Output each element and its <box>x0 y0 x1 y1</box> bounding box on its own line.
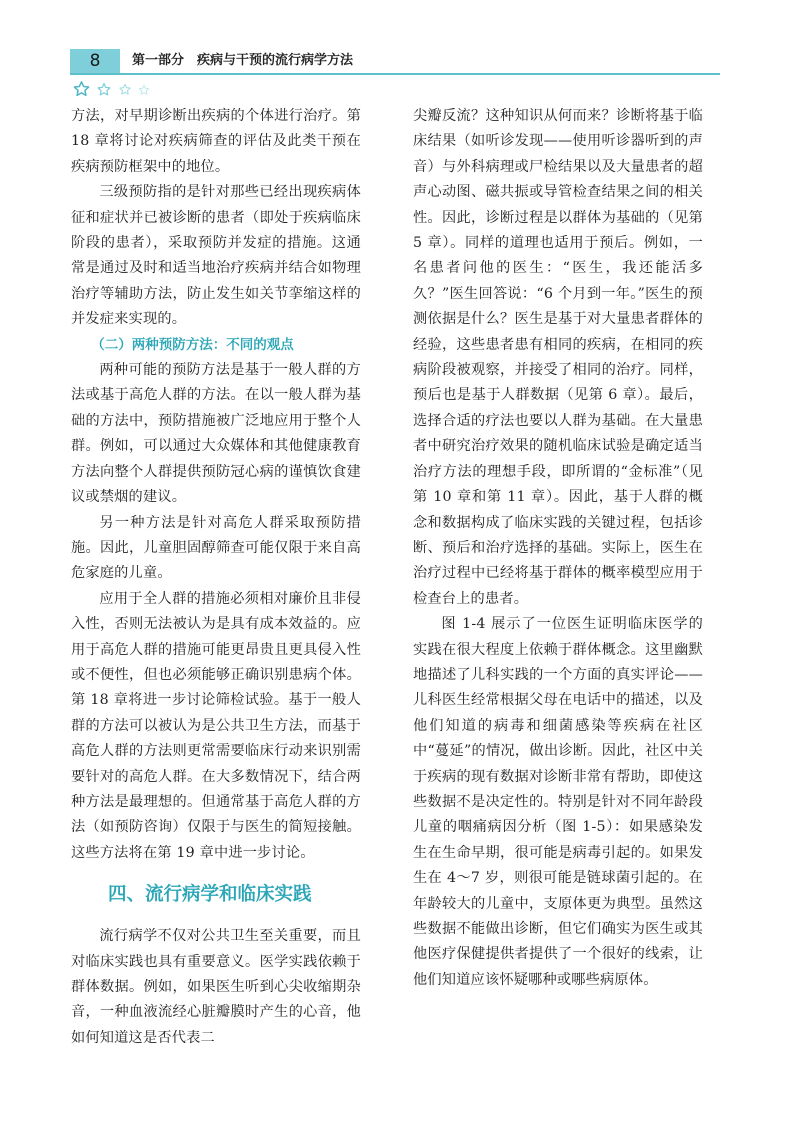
paragraph: 另一种方法是针对高危人群采取预防措施。因此，儿童胆固醇筛查可能仅限于来自高危家庭的儿童。 <box>71 514 361 582</box>
left-column <box>71 104 361 1051</box>
subsection-heading: （二）两种预防方法：不同的观点 <box>91 336 294 353</box>
section-heading: 四、流行病学和临床实践 <box>108 884 312 906</box>
page-number: 8 <box>70 49 120 73</box>
running-title: 第一部分 疾病与干预的流行病学方法 <box>132 53 354 68</box>
header-rule <box>70 73 720 75</box>
paragraph: 图 1-4 展示了一位医生证明临床医学的实践在很大程度上依赖于群体概念。这里幽默地描述了儿科实践的一个方面的真实评论——儿科医生经常根据父母在电话中的描述，以及他们知道的病毒和细菌感染等疾病在社区中“蔓延”的情况，做出诊断。因此，社区中关于疾病的现有数据对诊断非常有帮助，即使这些数据不是决定性的。特别是针对不同年龄段儿童的咽痛病因分析（图 1-5）：如果感染发生在生命早期，很可能是病毒引起的。如果发生在 4～7 岁，则很可能是链球菌引起的。在年龄较大的儿童中，支原体更为典型。虽然这些数据不能做出诊断，但它们确实为医生或其他医疗保健提供者提供了一个很好的线索，让他们知道应该怀疑哪种或哪些病原体。 <box>413 616 703 988</box>
page-header <box>70 49 720 73</box>
paragraph: 方法，对早期诊断出疾病的个体进行治疗。第 18 章将讨论对疾病筛查的评估及此类干预在疾病预防框架中的地位。 <box>71 108 361 175</box>
star-outline-icon <box>118 83 132 96</box>
paragraph: 应用于全人群的措施必须相对廉价且非侵入性，否则无法被认为是具有成本效益的。应用于高危人群的措施可能更昂贵且更具侵入性或不便性，但也必须能够正确识别患病个体。第 18 章将进一步讨论筛检试验。基于一般人群的方法可以被认为是公共卫生方法，而基于高危人群的方法则更常需要临床行动来识别需要针对的高危人群。在大多数情况下，结合两种方法是最理想的。但通常基于高危人群的方法（如预防咨询）仅限于与医生的简短接触。这些方法将在第 19 章中进一步讨论。 <box>71 590 361 861</box>
star-outline-icon <box>138 84 150 96</box>
right-column <box>413 104 703 993</box>
star-outline-icon <box>72 80 91 98</box>
paragraph: 尖瓣反流？这种知识从何而来？诊断将基于临床结果（如听诊发现——使用听诊器听到的声音）与外科病理或尸检结果以及大量患者的超声心动图、磁共振或导管检查结果之间的相关性。因此，诊断过程是以群体为基础的（见第 5 章）。同样的道理也适用于预后。例如，一名患者问他的医生：“医生，我还能活多久？”医生回答说：“6 个月到一年。”医生的预测依据是什么？医生是基于对大量患者群体的经验，这些患者患有相同的疾病，在相同的疾病阶段被观察，并接受了相同的治疗。同样，预后也是基于人群数据（见第 6 章）。最后，选择合适的疗法也要以人群为基础。在大量患者中研究治疗效果的随机临床试验是确定适当治疗方法的理想手段，即所谓的“金标准”（见第 10 章和第 11 章）。因此，基于人群的概念和数据构成了临床实践的关键过程，包括诊断、预后和治疗选择的基础。实际上，医生在治疗过程中已经将基于群体的概率模型应用于检查台上的患者。 <box>413 108 703 607</box>
paragraph: 三级预防指的是针对那些已经出现疾病体征和症状并已被诊断的患者（即处于疾病临床阶段的患者），采取预防并发症的措施。这通常是通过及时和适当地治疗疾病并结合如物理治疗等辅助方法，防止发生如关节挛缩这样的并发症来实现的。 <box>71 184 361 328</box>
paragraph: 两种可能的预防方法是基于一般人群的方法或基于高危人群的方法。在以一般人群为基础的方法中，预防措施被广泛地应用于整个人群。例如，可以通过大众媒体和其他健康教育方法向整个人群提供预防冠心病的谨慎饮食建议或禁烟的建议。 <box>71 362 361 506</box>
star-outline-icon <box>96 82 112 97</box>
paragraph: 流行病学不仅对公共卫生至关重要，而且对临床实践也具有重要意义。医学实践依赖于群体数据。例如，如果医生听到心尖收缩期杂音，一种血液流经心脏瓣膜时产生的心音，他如何知道这是否代表二 <box>71 928 361 1046</box>
